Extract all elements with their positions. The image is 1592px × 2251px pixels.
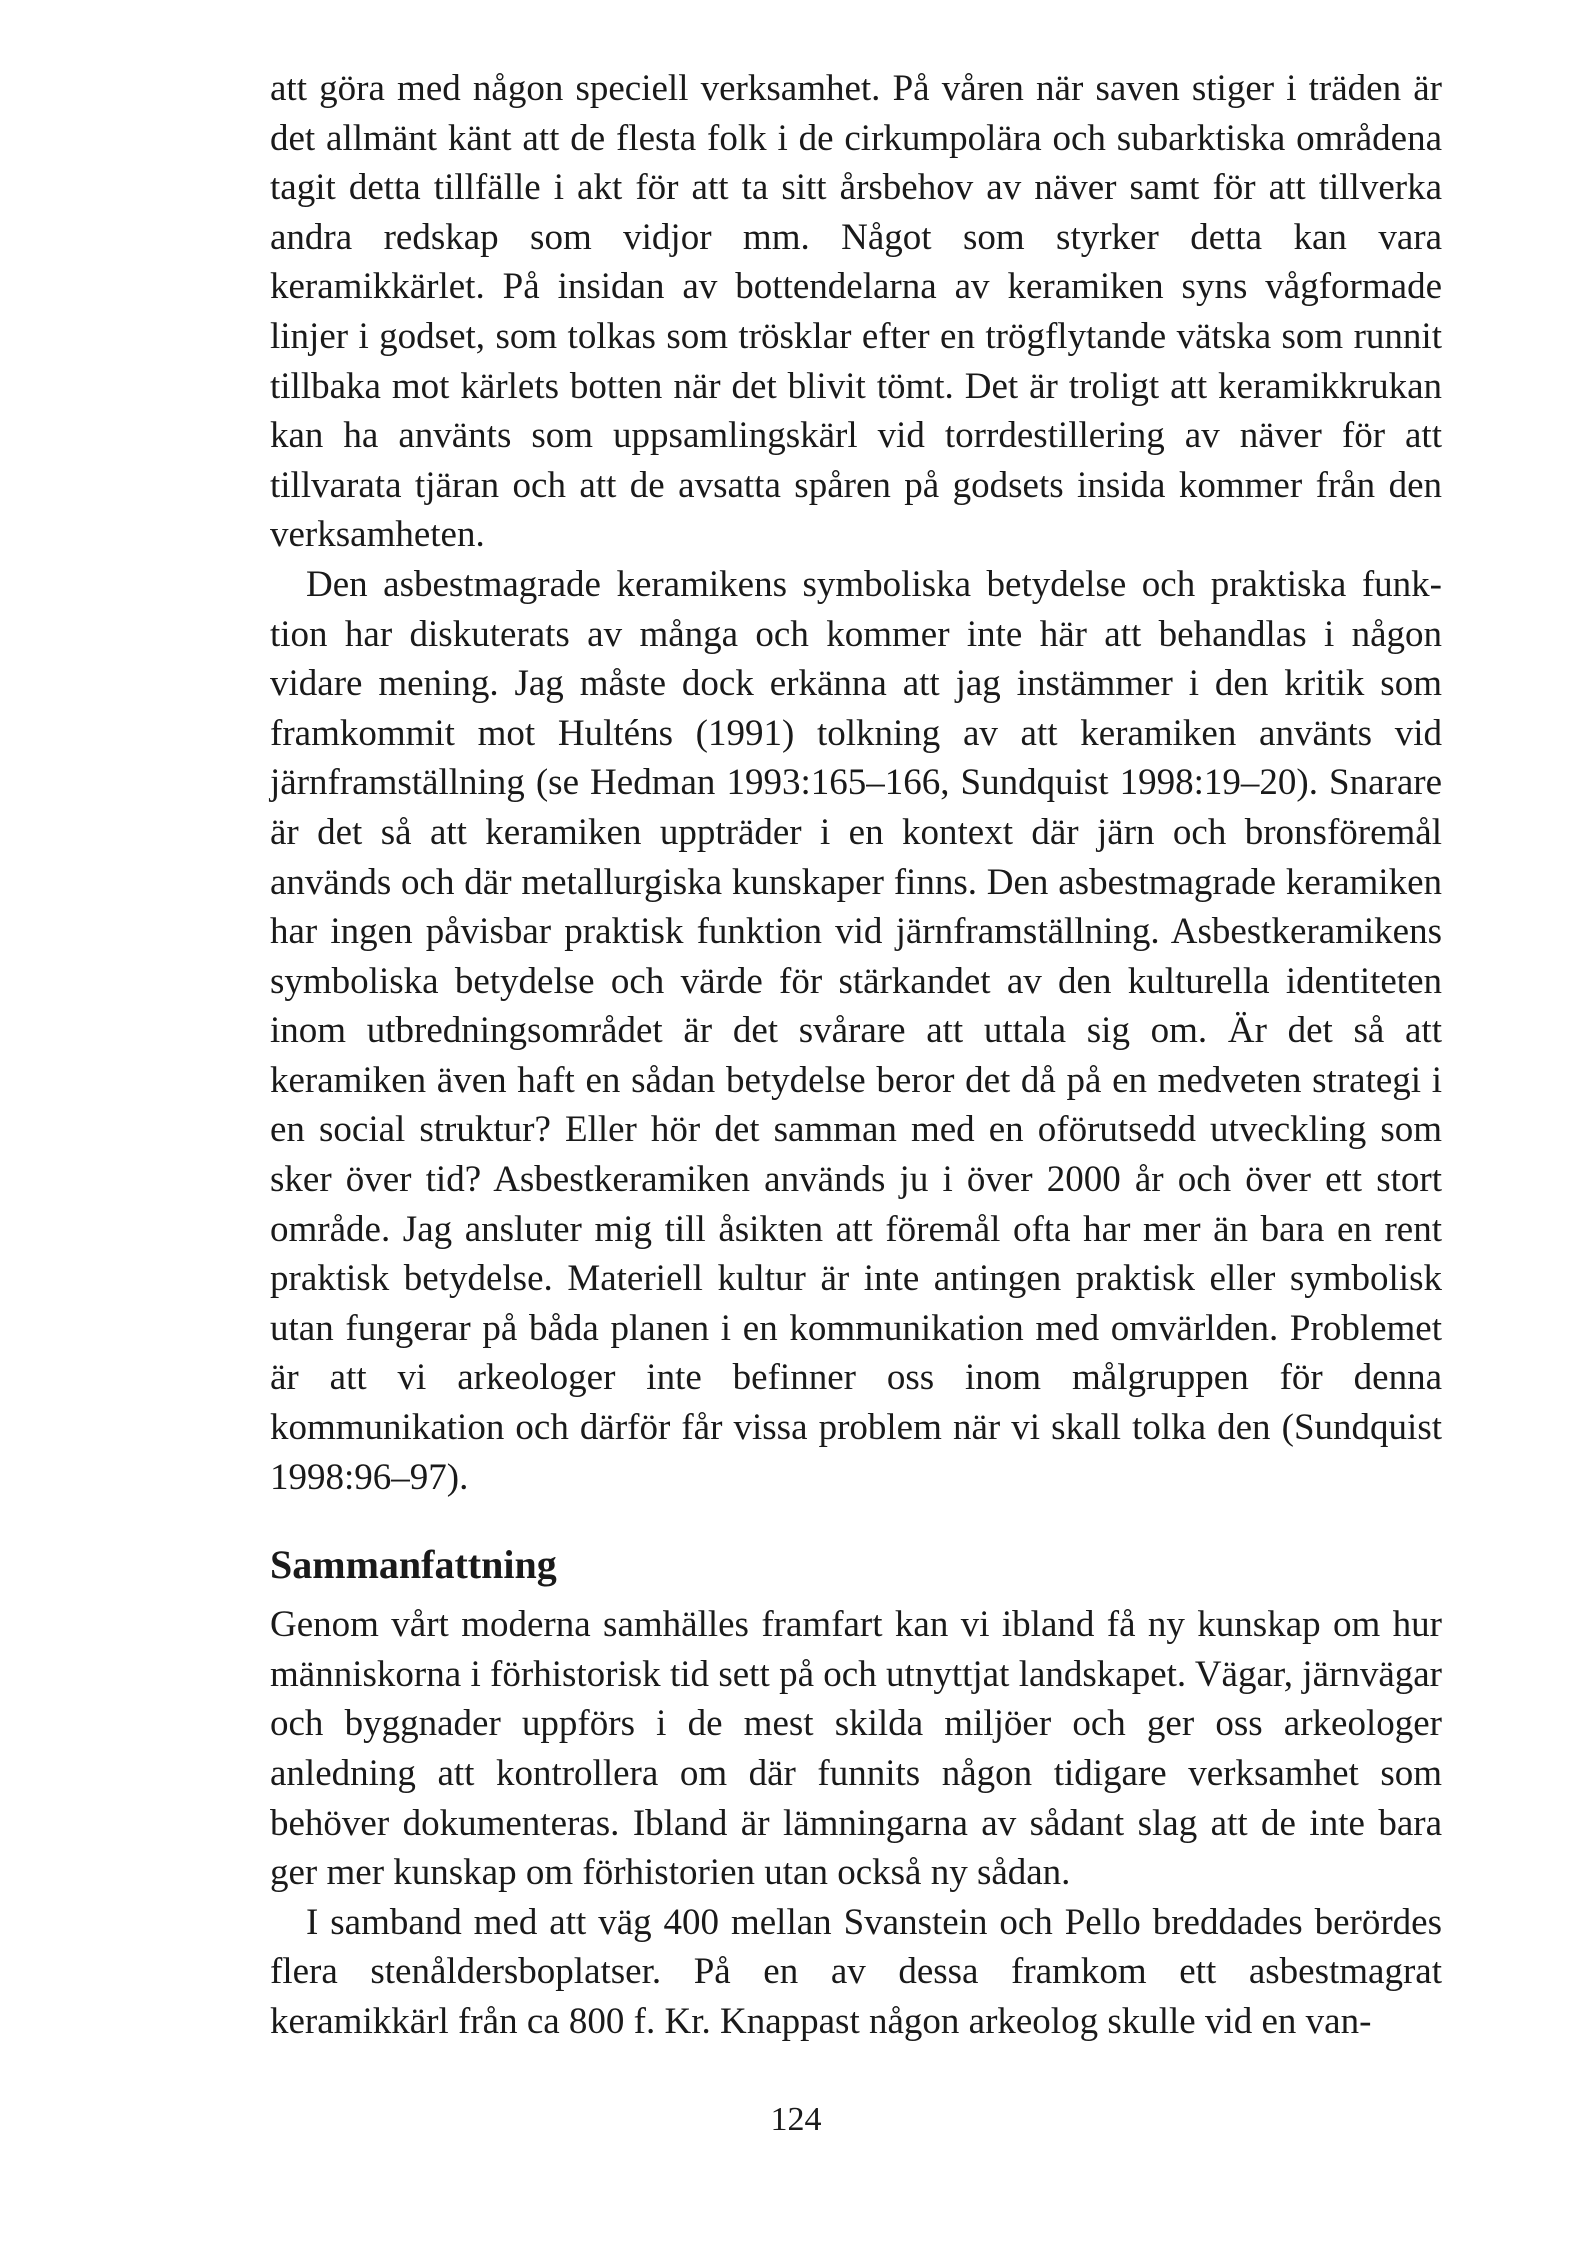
body-paragraph-4: I samband med att väg 400 mellan Svanstein och Pello breddades berördes flera stenåldersboplatser. På en av dessa framkom ett asbestmagrat keramikkärl från ca 800 f. Kr. Knappast någon arkeolog skulle vid en van- [270, 1901, 1442, 2042]
body-paragraph-2: Den asbestmagrade keramikens symboliska betydelse och praktiska funktion har diskuterats av många och kommer inte här att behandlas i någon vidare mening. Jag måste dock erkänna att jag instämmer i den kritik som framkommit mot Hulténs (1991) tolkning av att keramiken använts vid järnframställning (se Hedman 1993:165–166, Sundquist 1998:19–20). Snarare är det så att keramiken uppträder i en kontext där järn och bronsföremål används och där metallurgiska kunskaper finns. Den asbestmagrade keramiken har ingen påvisbar praktisk funktion vid järnframställning. Asbestkeramikens symboliska betydelse och värde för stärkandet av den kulturella identiteten inom utbredningsområdet är det svårare att uttala sig om. Är det så att keramiken även haft en sådan betydelse beror det då på en medveten strategi i en social struktur? Eller hör det samman med en oförutsedd utveckling som sker över tid? Asbestkeramiken används ju i över 2000 år och över ett stort område. Jag ansluter mig till åsikten att föremål ofta har mer än bara en rent praktisk betydelse. Materiell kultur är inte antingen praktisk eller symbolisk utan fungerar på båda planen i en kommunikation med omvärlden. Problemet är att vi arkeologer inte befinner oss inom målgruppen för denna kommunikation och därför får vissa problem när vi skall tolka den (Sundquist 1998:96–97). [270, 563, 1442, 1498]
body-paragraph-1: att göra med någon speciell verksamhet. På våren när saven stiger i träden är det allmänt känt att de flesta folk i de cirkumpolära och subarktiska områdena tagit detta tillfälle i akt för att ta sitt årsbehov av näver samt för att tillverka andra redskap som vidjor mm. Något som styrker detta kan vara keramikkärlet. På insidan av bottendelarna av keramiken syns vågformade linjer i godset, som tolkas som trösklar efter en trögflytande vätska som runnit tillbaka mot kärlets botten när det blivit tömt. Det är troligt att keramikkrukan kan ha använts som uppsamlingskärl vid torrdestillering av näver för att tillvarata tjäran och att de avsatta spåren på godsets insida kommer från den verksamheten. [270, 68, 1442, 556]
body-paragraph-3: Genom vårt moderna samhälles framfart kan vi ibland få ny kunskap om hur människorna i förhistorisk tid sett på och utnyttjat landskapet. Vägar, järnvägar och byggnader uppförs i de mest skilda miljöer och ger oss arkeologer anledning att kontrollera om där funnits någon tidigare verksamhet som behöver dokumenteras. Ibland är lämningarna av sådant slag att de inte bara ger mer kunskap om förhistorien utan också ny sådan. [270, 1604, 1442, 1894]
section-heading: Sammanfattning [270, 1542, 557, 1588]
page-text-block [270, 64, 1442, 2047]
page-number: 124 [770, 2101, 822, 2138]
